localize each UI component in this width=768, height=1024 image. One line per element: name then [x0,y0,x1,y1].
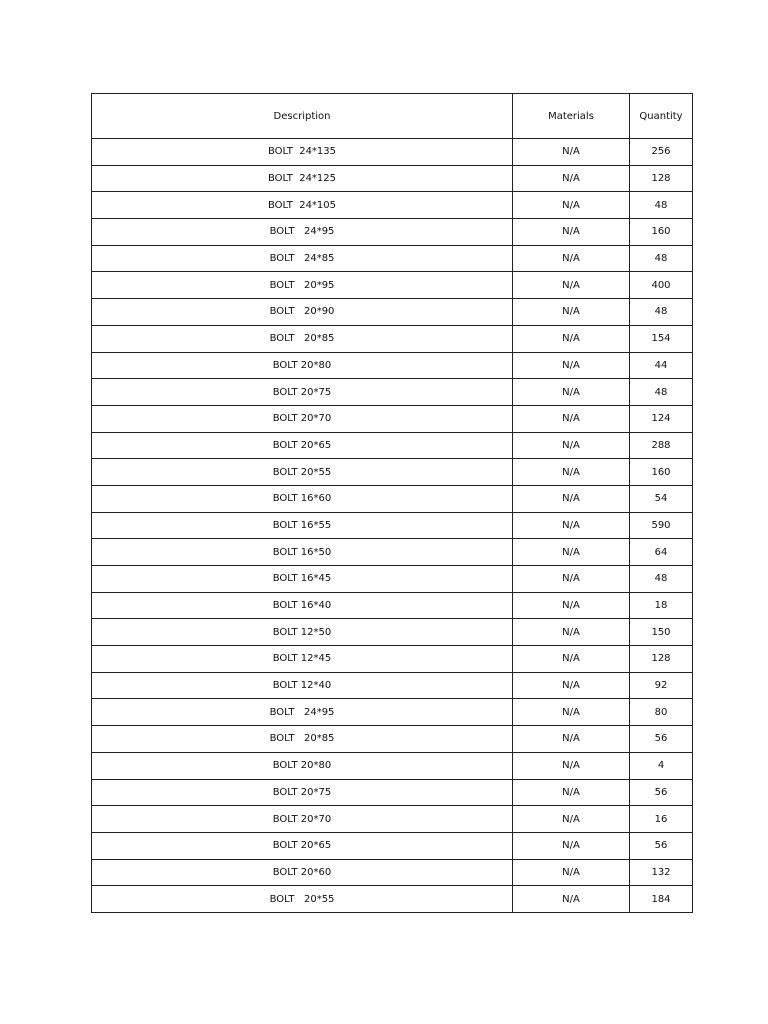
materials-cell: N/A [513,832,630,859]
table-row [92,485,693,512]
materials-cell: N/A [513,699,630,726]
table-row [92,832,693,859]
description-cell: BOLT 20*85 [92,325,513,352]
bolt-quantity-table [91,93,693,913]
description-cell: BOLT 20*70 [92,806,513,833]
description-cell: BOLT 20*70 [92,405,513,432]
table-row [92,886,693,913]
materials-cell: N/A [513,299,630,326]
table-body [92,139,693,913]
materials-cell: N/A [513,726,630,753]
table-row [92,192,693,219]
quantity-cell: 48 [630,379,693,406]
materials-cell: N/A [513,539,630,566]
quantity-cell: 590 [630,512,693,539]
quantity-column-header: Quantity [630,94,693,139]
quantity-cell: 400 [630,272,693,299]
description-cell: BOLT 24*105 [92,192,513,219]
description-cell: BOLT 12*50 [92,619,513,646]
materials-cell: N/A [513,325,630,352]
quantity-cell: 64 [630,539,693,566]
materials-cell: N/A [513,485,630,512]
table-row [92,592,693,619]
description-cell: BOLT 20*60 [92,859,513,886]
quantity-cell: 18 [630,592,693,619]
description-cell: BOLT 20*85 [92,726,513,753]
quantity-cell: 150 [630,619,693,646]
description-cell: BOLT 16*45 [92,566,513,593]
quantity-cell: 128 [630,646,693,673]
description-cell: BOLT 20*75 [92,379,513,406]
table-row [92,325,693,352]
table-row [92,299,693,326]
table-header [92,94,693,139]
materials-cell: N/A [513,432,630,459]
quantity-cell: 132 [630,859,693,886]
table-row [92,806,693,833]
quantity-cell: 48 [630,566,693,593]
description-cell: BOLT 20*80 [92,752,513,779]
description-cell: BOLT 20*55 [92,459,513,486]
table-row [92,699,693,726]
quantity-cell: 16 [630,806,693,833]
quantity-cell: 56 [630,726,693,753]
quantity-cell: 256 [630,139,693,166]
quantity-cell: 128 [630,165,693,192]
quantity-cell: 80 [630,699,693,726]
quantity-cell: 4 [630,752,693,779]
materials-cell: N/A [513,245,630,272]
quantity-cell: 44 [630,352,693,379]
description-cell: BOLT 24*95 [92,219,513,246]
quantity-cell: 154 [630,325,693,352]
table-row [92,379,693,406]
materials-cell: N/A [513,352,630,379]
materials-cell: N/A [513,405,630,432]
materials-cell: N/A [513,379,630,406]
materials-cell: N/A [513,806,630,833]
description-cell: BOLT 16*50 [92,539,513,566]
quantity-cell: 124 [630,405,693,432]
description-cell: BOLT 16*55 [92,512,513,539]
materials-cell: N/A [513,672,630,699]
table-row [92,352,693,379]
description-cell: BOLT 20*65 [92,832,513,859]
materials-cell: N/A [513,219,630,246]
table-row [92,512,693,539]
table-row [92,726,693,753]
table-row [92,566,693,593]
quantity-cell: 160 [630,219,693,246]
description-cell: BOLT 24*125 [92,165,513,192]
table-row [92,405,693,432]
materials-cell: N/A [513,886,630,913]
table-row [92,779,693,806]
materials-cell: N/A [513,512,630,539]
quantity-cell: 56 [630,779,693,806]
quantity-cell: 48 [630,299,693,326]
table-row [92,459,693,486]
materials-cell: N/A [513,592,630,619]
quantity-cell: 92 [630,672,693,699]
header-row [92,94,693,139]
description-cell: BOLT 20*75 [92,779,513,806]
description-cell: BOLT 24*85 [92,245,513,272]
materials-cell: N/A [513,566,630,593]
description-cell: BOLT 20*55 [92,886,513,913]
materials-cell: N/A [513,859,630,886]
description-cell: BOLT 20*95 [92,272,513,299]
description-cell: BOLT 16*40 [92,592,513,619]
quantity-cell: 288 [630,432,693,459]
description-cell: BOLT 24*95 [92,699,513,726]
materials-cell: N/A [513,139,630,166]
table-row [92,672,693,699]
description-cell: BOLT 24*135 [92,139,513,166]
description-column-header: Description [92,94,513,139]
description-cell: BOLT 12*45 [92,646,513,673]
quantity-cell: 54 [630,485,693,512]
table-row [92,646,693,673]
table-row [92,272,693,299]
materials-cell: N/A [513,459,630,486]
description-cell: BOLT 20*90 [92,299,513,326]
materials-cell: N/A [513,646,630,673]
quantity-cell: 160 [630,459,693,486]
materials-cell: N/A [513,779,630,806]
materials-cell: N/A [513,192,630,219]
table-row [92,619,693,646]
table-row [92,539,693,566]
quantity-cell: 48 [630,245,693,272]
description-cell: BOLT 16*60 [92,485,513,512]
quantity-cell: 184 [630,886,693,913]
materials-cell: N/A [513,272,630,299]
materials-cell: N/A [513,752,630,779]
table-row [92,752,693,779]
description-cell: BOLT 20*65 [92,432,513,459]
table-row [92,139,693,166]
description-cell: BOLT 20*80 [92,352,513,379]
quantity-cell: 56 [630,832,693,859]
description-cell: BOLT 12*40 [92,672,513,699]
table-row [92,219,693,246]
table-row [92,432,693,459]
table-row [92,859,693,886]
materials-cell: N/A [513,165,630,192]
table-row [92,165,693,192]
table-row [92,245,693,272]
materials-column-header: Materials [513,94,630,139]
bill-of-materials-sheet [91,93,692,913]
quantity-cell: 48 [630,192,693,219]
materials-cell: N/A [513,619,630,646]
